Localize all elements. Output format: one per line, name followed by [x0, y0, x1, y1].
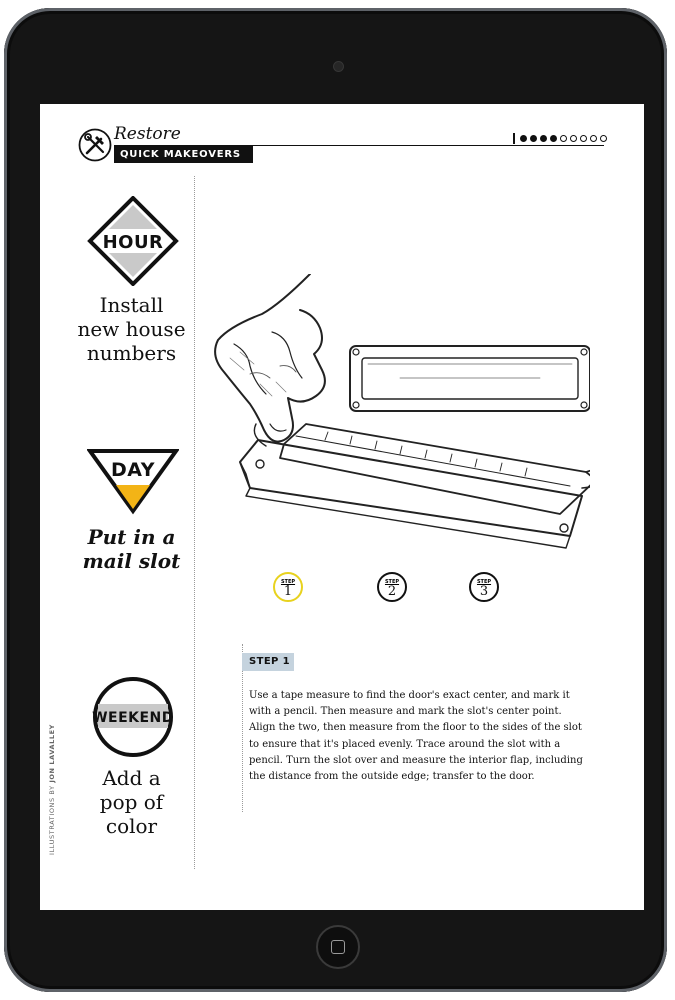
tablet-frame [4, 8, 667, 992]
hour-badge-icon [87, 196, 179, 286]
credit-name: JON LAVALLEY [48, 724, 56, 783]
step-number: 2 [387, 584, 397, 599]
tab-hour[interactable] [87, 196, 179, 290]
section-tag: QUICK MAKEOVERS [114, 146, 253, 163]
badge-label: HOUR [102, 232, 164, 253]
title-line: Put in a [87, 525, 176, 549]
screen [40, 104, 644, 910]
tab-weekend[interactable] [92, 676, 174, 762]
page-dot[interactable] [560, 135, 567, 142]
day-badge-icon [87, 447, 179, 519]
page-dot[interactable] [590, 135, 597, 142]
brand-title: Restore [114, 124, 181, 144]
page-dot[interactable] [530, 135, 537, 142]
illustration-credit [48, 724, 58, 874]
title-line: new house [77, 317, 186, 341]
page-dot[interactable] [540, 135, 547, 142]
credit-prefix: ILLUSTRATIONS BY [48, 782, 56, 855]
page-dot[interactable] [600, 135, 607, 142]
pager-bar [513, 133, 515, 144]
step-number: 3 [479, 584, 489, 599]
page-dot[interactable] [580, 135, 587, 142]
title-line: pop of [99, 790, 164, 814]
camera-lens [333, 61, 344, 72]
home-square-icon [331, 940, 345, 954]
mail-slot-illustration [210, 274, 590, 574]
weekend-badge-icon [92, 676, 174, 758]
badge-label: DAY [111, 459, 155, 481]
home-button[interactable] [316, 925, 360, 969]
sidebar-item-title [50, 293, 213, 365]
title-line: numbers [86, 341, 177, 365]
page-dot[interactable] [520, 135, 527, 142]
hammer-wrench-icon [78, 128, 112, 162]
page-dot[interactable] [550, 135, 557, 142]
badge-label: WEEKEND [92, 710, 174, 726]
step-number: 1 [283, 584, 293, 599]
step-3-button[interactable] [469, 572, 499, 602]
title-line: color [105, 814, 158, 838]
step-1-button[interactable] [273, 572, 303, 602]
sidebar-item-title [50, 766, 213, 838]
step-word: STEP [384, 579, 400, 585]
step-word: STEP [476, 579, 492, 585]
sidebar-item-title [50, 525, 213, 573]
step-word: STEP [280, 579, 296, 585]
page-indicator [513, 132, 610, 144]
title-line: Add a [102, 766, 161, 790]
tab-day[interactable] [87, 447, 179, 523]
title-line: Install [99, 293, 164, 317]
step-2-button[interactable] [377, 572, 407, 602]
step-label: STEP 1 [242, 653, 294, 671]
page-dot[interactable] [570, 135, 577, 142]
step-instructions: Use a tape measure to find the door's exact center, and mark it with a pencil. Then measure and mark the slot's center point. Align the two, then measure from the floor to the sides of the slot to ensure that it's placed evenly. Trace around the slot with a pencil. Turn the slot over and measure the interior flap, including the distance from the outside edge; transfer to the door. [249, 690, 583, 783]
title-line: mail slot [82, 549, 181, 573]
